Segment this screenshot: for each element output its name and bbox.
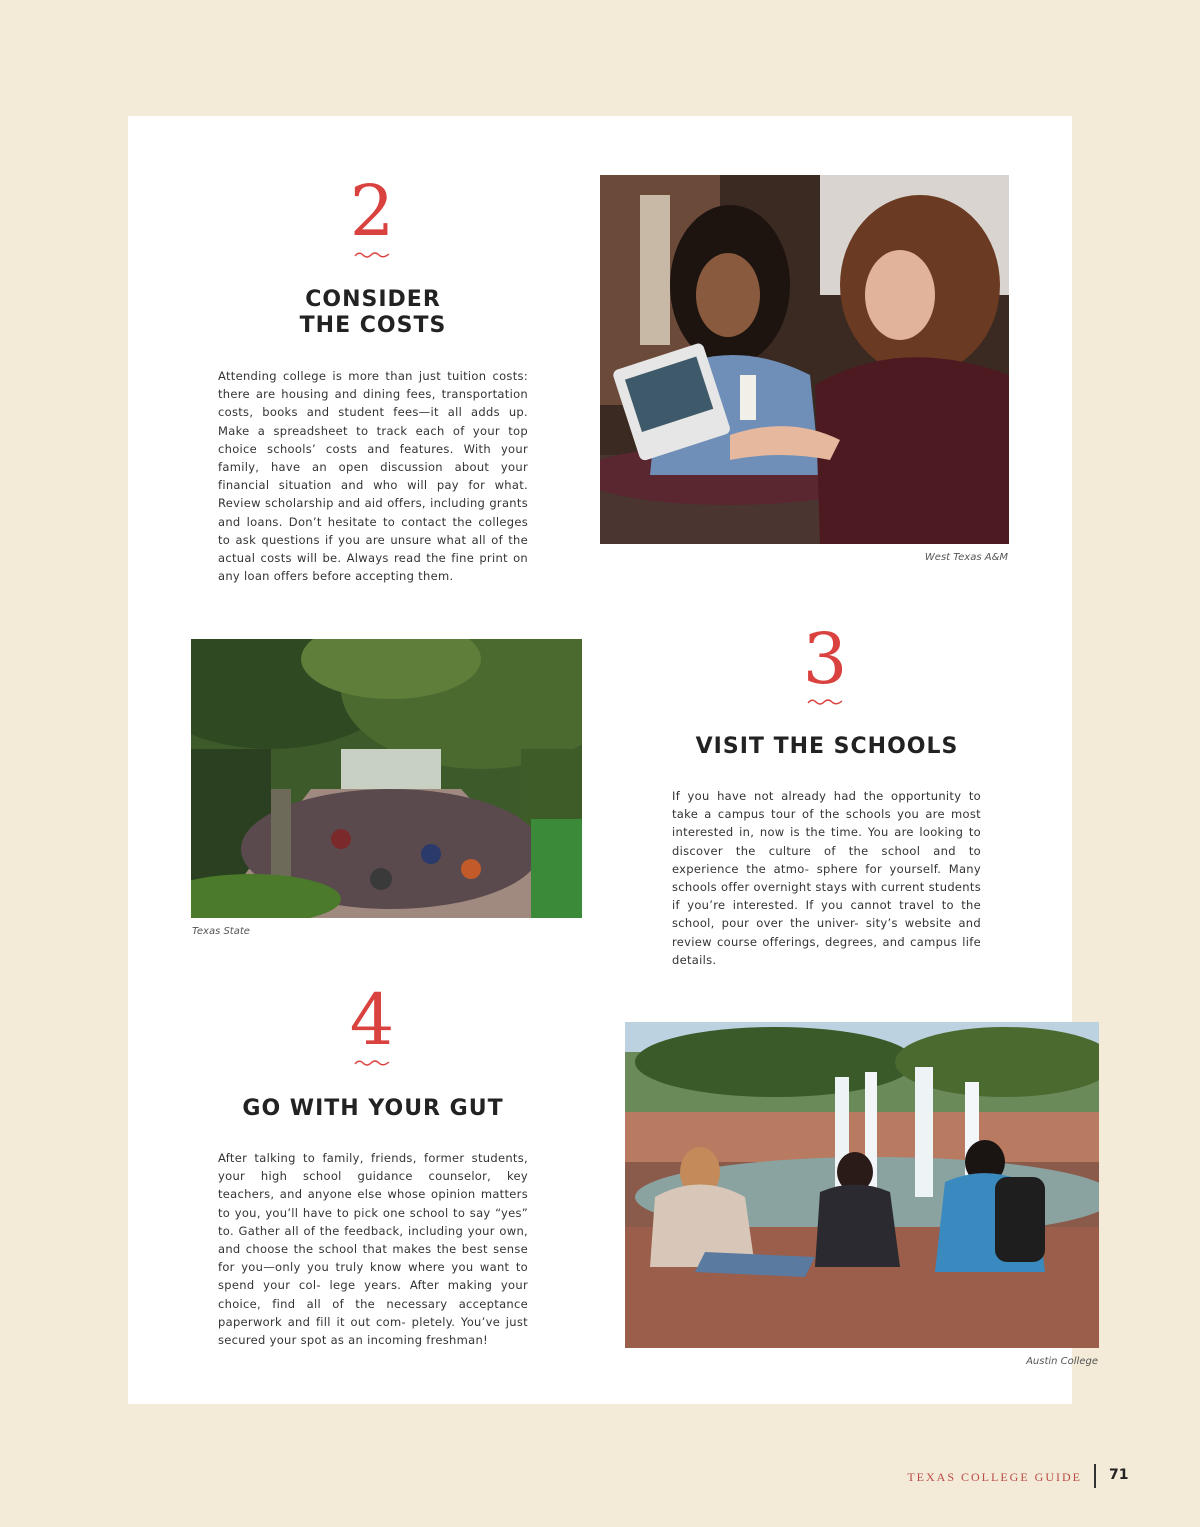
- section-title-line: CONSIDER: [305, 287, 441, 312]
- page-number: 71: [1109, 1467, 1129, 1483]
- section-number: 4: [349, 979, 395, 1061]
- squiggle-divider-icon: [354, 1058, 390, 1068]
- footer-guide-name: TEXAS COLLEGE GUIDE: [907, 1470, 1082, 1484]
- section-body: After talking to family, friends, former students, your high school guidance counselor, key teachers, and anyone else whose opinion matters to you, you’ll have to pick one school to say “yes” to. Gather all of the feedback, including your own, and choose the school that makes the best sense for you—only you truly know where you want to spend your col- lege years. After making your choice, find all of the necessary acceptance paperwork and fill it out com- pletely. You’ve just secured your spot as an incoming freshman!: [218, 1151, 528, 1348]
- section-title: VISIT THE SCHOOLS: [695, 734, 959, 759]
- section-body: Attending college is more than just tuition costs: there are housing and dining fees, transportation costs, books and student fees—it all adds up. Make a spreadsheet to track each of your top choice schools’ costs and features. With your family, have an open discussion about your financial situation and who will pay for what. Review scholarship and aid offers, including grants and loans. Don’t hesitate to contact the colleges to ask questions if you are unsure what all of the actual costs will be. Always read the fine print on any loan offers before accepting them.: [218, 369, 528, 584]
- photo-students-laptop: [600, 175, 1009, 544]
- squiggle-divider-icon: [354, 250, 390, 260]
- section-title: GO WITH YOUR GUT: [242, 1096, 504, 1121]
- photo-caption: Texas State: [192, 926, 250, 937]
- section-title-line: THE COSTS: [299, 313, 447, 338]
- section-body: If you have not already had the opportunity to take a campus tour of the schools you are most interested in, now is the time. You are looking to discover the culture of the school and to experience the atmo- sphere for yourself. Many schools offer overnight stays with current students if you’re interested. If you cannot travel to the school, pour over the univer- sity’s website and review course offerings, degrees, and campus life details.: [672, 789, 981, 967]
- squiggle-divider-icon: [807, 697, 843, 707]
- footer-divider: [1094, 1464, 1096, 1488]
- section-title: [228, 287, 518, 339]
- section-number: 3: [802, 618, 848, 700]
- photo-caption: Austin College: [1026, 1356, 1098, 1367]
- photo-campus-walkway: [191, 639, 582, 918]
- photo-caption: West Texas A&M: [924, 552, 1008, 563]
- photo-fountain-students: [625, 1022, 1099, 1348]
- section-number: 2: [349, 170, 395, 252]
